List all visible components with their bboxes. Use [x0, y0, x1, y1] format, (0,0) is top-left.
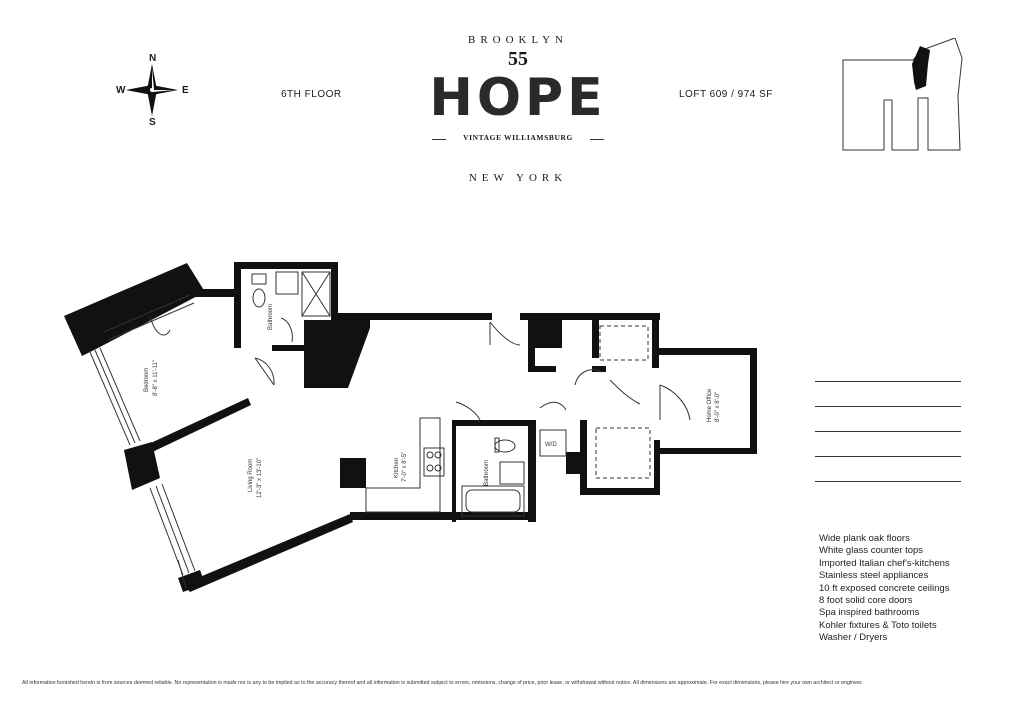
feature-item: Kohler fixtures & Toto toilets	[819, 619, 937, 631]
compass	[112, 50, 192, 130]
disclaimer: All information furnished herein is from sources deemed reliable. No representation is made nor is any to be implied as to the accuracy thereof and all information is submitted subject to errors, omissions, change of price, prior lease, or withdrawal without notice. All dimensions are approximate. For exact dimensions, please hire your own architect or engineer.	[22, 680, 863, 686]
compass-e: E	[182, 85, 189, 96]
feature-item: 10 ft exposed concrete ceilings	[819, 582, 950, 594]
note-line	[815, 406, 961, 407]
note-line	[815, 456, 961, 457]
kitchen-label: Kitchen	[394, 457, 400, 478]
home-office-dims: 8'-0" x 8'-0"	[715, 391, 721, 422]
logo-tagline: VINTAGE WILLIAMSBURG	[463, 133, 573, 142]
unit-label: LOFT 609 / 974 SF	[679, 89, 773, 100]
bedroom-label: Bedroom	[144, 367, 150, 392]
floor-label: 6TH FLOOR	[281, 89, 342, 100]
logo-top-arc: BROOKLYN	[467, 34, 568, 46]
logo-rule-left	[432, 139, 446, 140]
feature-item: Spa inspired bathrooms	[819, 607, 920, 619]
note-line	[815, 431, 961, 432]
note-line	[815, 481, 961, 482]
feature-item: White glass counter tops	[819, 545, 924, 557]
compass-w: W	[116, 85, 126, 96]
key-plan-unit-highlight	[912, 46, 930, 90]
bedroom-dims: 8'-8" x 11'-11"	[153, 359, 159, 396]
compass-n: N	[149, 53, 157, 64]
logo-number: 55	[508, 48, 528, 70]
bathroom-upper-label: Bathroom	[268, 303, 274, 330]
logo	[418, 28, 618, 188]
logo-name: HOPE	[429, 68, 607, 128]
bathroom-lower-label: Bathroom	[484, 459, 490, 486]
feature-item: Imported Italian chef's-kitchens	[819, 557, 950, 569]
logo-bottom-arc: NEW YORK	[468, 172, 568, 184]
wd-label: W/D	[545, 442, 557, 448]
living-room-label: Living Room	[248, 458, 254, 492]
note-line	[815, 381, 961, 382]
compass-s: S	[149, 117, 156, 128]
home-office-label: Home Office	[707, 388, 713, 422]
feature-item: Wide plank oak floors	[819, 533, 910, 544]
feature-item: 8 foot solid core doors	[819, 595, 913, 607]
living-room-dims: 12'-3" x 13'-10"	[257, 457, 263, 498]
kitchen-dims: 7'-0" x 8'-5"	[402, 451, 408, 482]
feature-item: Washer / Dryers	[819, 632, 888, 644]
floor-plan	[60, 255, 760, 635]
key-plan	[840, 38, 965, 153]
features-list	[819, 533, 1009, 645]
logo-rule-right	[590, 139, 604, 140]
feature-item: Stainless steel appliances	[819, 570, 929, 582]
